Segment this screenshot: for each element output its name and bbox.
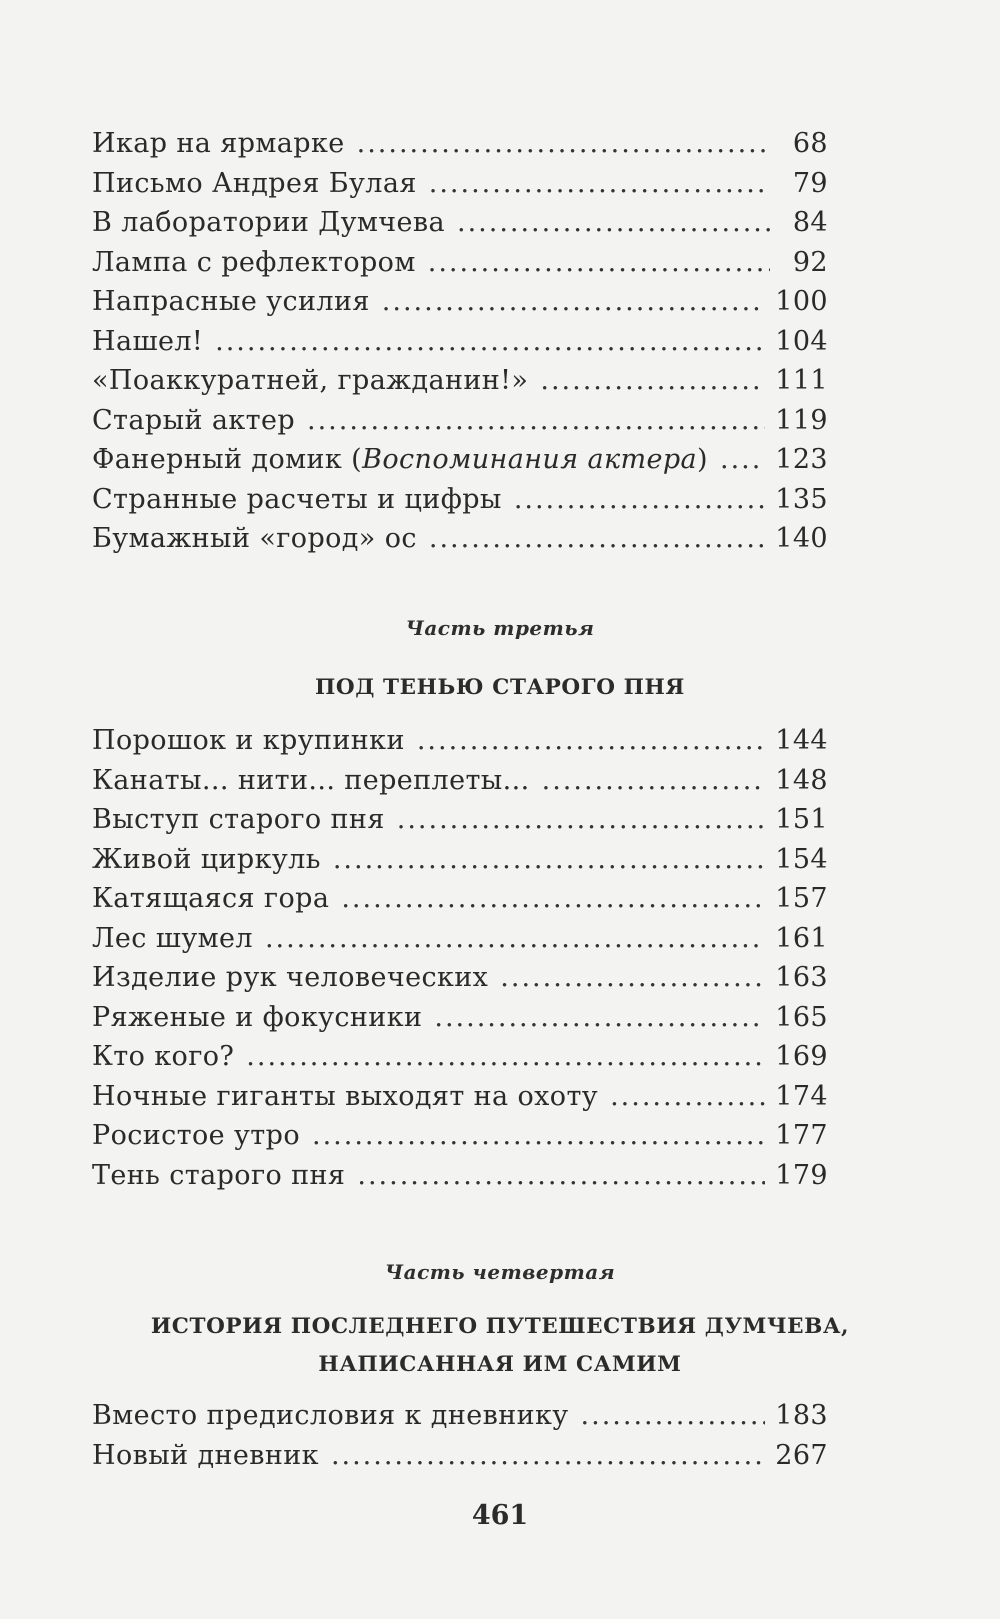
toc-entry-title: Нашел!	[92, 325, 204, 357]
toc-entry[interactable]	[92, 365, 828, 405]
part3-title: ПОД ТЕНЬЮ СТАРОГО ПНЯ	[315, 675, 685, 700]
toc-entry[interactable]	[92, 444, 828, 484]
toc-entry-page: 177	[775, 1120, 828, 1151]
toc-entry[interactable]	[92, 962, 828, 1002]
toc-dot-leader	[307, 405, 765, 436]
part4-title	[0, 1308, 1000, 1384]
toc-dot-leader	[246, 1041, 765, 1072]
toc-dot-leader	[331, 1440, 765, 1471]
part3-label: Часть третья	[405, 616, 595, 640]
toc-dot-leader	[357, 128, 770, 159]
toc-entry[interactable]	[92, 1400, 828, 1440]
toc-entry-title: Ночные гиганты выходят на охоту	[92, 1080, 599, 1112]
toc-entry-title: Порошок и крупинки	[92, 725, 405, 756]
toc-entry-page: 154	[775, 843, 828, 875]
toc-dot-leader	[417, 725, 765, 756]
toc-dot-leader	[581, 1400, 766, 1431]
part4-title-line2: НАПИСАННАЯ ИМ САМИМ	[318, 1352, 682, 1377]
toc-dot-leader	[720, 444, 765, 475]
toc-entry-title: Изделие рук человеческих	[92, 962, 489, 993]
toc-entry[interactable]	[92, 247, 828, 287]
toc-entry[interactable]	[92, 1041, 828, 1081]
toc-dot-leader	[514, 484, 765, 515]
toc-entry-title: Выступ старого пня	[92, 804, 385, 835]
toc-entry-page: 119	[775, 404, 828, 436]
toc-entry-page: 100	[775, 286, 828, 317]
toc-dot-leader	[215, 326, 765, 357]
toc-entry[interactable]	[92, 844, 828, 884]
toc-entry[interactable]	[92, 286, 828, 326]
toc-entry-page: 174	[775, 1080, 828, 1112]
toc-entry[interactable]	[92, 804, 828, 844]
toc-entry-page: 111	[775, 365, 828, 396]
toc-section-part2	[92, 128, 828, 563]
toc-entry-page: 157	[775, 883, 828, 914]
toc-entry-page: 169	[775, 1041, 828, 1072]
toc-entry[interactable]	[92, 923, 828, 963]
toc-dot-leader	[428, 247, 770, 278]
toc-entry[interactable]	[92, 725, 828, 765]
toc-entry-title: «Поаккуратней, гражданин!»	[92, 365, 529, 396]
toc-dot-leader	[382, 286, 765, 317]
toc-entry[interactable]	[92, 1081, 828, 1121]
toc-entry-title: Напрасные усилия	[92, 286, 370, 317]
toc-entry-title: Странные расчеты и цифры	[92, 483, 502, 515]
toc-entry-title: Лампа с рефлектором	[92, 246, 416, 278]
toc-entry-title	[92, 444, 720, 475]
toc-dot-leader	[357, 1160, 765, 1191]
toc-entry-title: Письмо Андрея Булая	[92, 167, 417, 199]
toc-dot-leader	[333, 844, 765, 875]
toc-section-part4	[92, 1400, 828, 1479]
toc-entry-title: Старый актер	[92, 404, 296, 436]
toc-dot-leader	[540, 365, 765, 396]
part4-title-line1: ИСТОРИЯ ПОСЛЕДНЕГО ПУТЕШЕСТВИЯ ДУМЧЕВА,	[150, 1314, 850, 1339]
toc-entry-page: 179	[775, 1159, 828, 1191]
toc-entry[interactable]	[92, 484, 828, 524]
toc-entry-page: 165	[775, 1001, 828, 1033]
page-number: 461	[471, 1500, 529, 1531]
toc-entry-page: 104	[775, 325, 828, 357]
toc-entry-title: Ряженые и фокусники	[92, 1001, 423, 1033]
toc-entry-title-main: Фанерный домик (	[92, 444, 363, 475]
part4-label: Часть четвертая	[384, 1260, 616, 1284]
toc-entry[interactable]	[92, 1440, 828, 1480]
toc-entry-page: 161	[775, 922, 828, 954]
toc-entry[interactable]	[92, 523, 828, 563]
toc-entry-title: Вместо предисловия к дневнику	[92, 1400, 569, 1431]
toc-entry-page: 84	[792, 207, 828, 238]
toc-entry-title-italic: Воспоминания актера	[362, 444, 698, 475]
toc-dot-leader	[429, 168, 770, 199]
toc-entry[interactable]	[92, 168, 828, 208]
toc-entry-title: Тень старого пня	[92, 1159, 346, 1191]
toc-entry[interactable]	[92, 326, 828, 366]
toc-dot-leader	[542, 765, 766, 796]
toc-entry-title: В лаборатории Думчева	[92, 207, 445, 238]
toc-entry-title: Лес шумел	[92, 922, 253, 954]
toc-dot-leader	[265, 923, 765, 954]
toc-entry[interactable]	[92, 207, 828, 247]
toc-entry[interactable]	[92, 1120, 828, 1160]
toc-entry-page: 140	[775, 523, 828, 554]
toc-dot-leader	[312, 1120, 765, 1151]
toc-entry-page: 68	[792, 128, 828, 159]
toc-entry-title: Бумажный «город» ос	[92, 523, 417, 554]
toc-dot-leader	[457, 207, 770, 238]
toc-entry[interactable]	[92, 128, 828, 168]
toc-entry-page: 123	[775, 444, 828, 475]
toc-entry-title: Катящаяся гора	[92, 883, 330, 914]
toc-entry-page: 183	[775, 1400, 828, 1431]
toc-entry[interactable]	[92, 765, 828, 805]
toc-dot-leader	[610, 1081, 765, 1112]
toc-entry-page: 135	[775, 483, 828, 515]
toc-entry-page: 144	[775, 725, 828, 756]
toc-dot-leader	[434, 1002, 765, 1033]
toc-entry[interactable]	[92, 883, 828, 923]
toc-dot-leader	[429, 523, 765, 554]
toc-entry-title-close: )	[697, 444, 708, 475]
toc-entry[interactable]	[92, 1002, 828, 1042]
toc-entry-title: Икар на ярмарке	[92, 128, 345, 159]
toc-section-part3	[92, 725, 828, 1199]
toc-entry-title: Канаты... нити... переплеты...	[92, 764, 530, 796]
toc-dot-leader	[397, 804, 765, 835]
toc-entry-title: Живой циркуль	[92, 843, 321, 875]
toc-entry-page: 151	[775, 804, 828, 835]
toc-entry[interactable]	[92, 1160, 828, 1200]
toc-entry-page: 148	[775, 764, 828, 796]
toc-entry-page: 79	[792, 167, 828, 199]
toc-entry-page: 92	[792, 246, 828, 278]
toc-entry-page: 267	[775, 1439, 828, 1471]
toc-dot-leader	[500, 962, 765, 993]
toc-dot-leader	[341, 883, 765, 914]
toc-entry-title: Кто кого?	[92, 1041, 235, 1072]
toc-entry[interactable]	[92, 405, 828, 445]
toc-entry-page: 163	[775, 962, 828, 993]
toc-entry-title: Новый дневник	[92, 1439, 319, 1471]
toc-entry-title: Росистое утро	[92, 1120, 300, 1151]
